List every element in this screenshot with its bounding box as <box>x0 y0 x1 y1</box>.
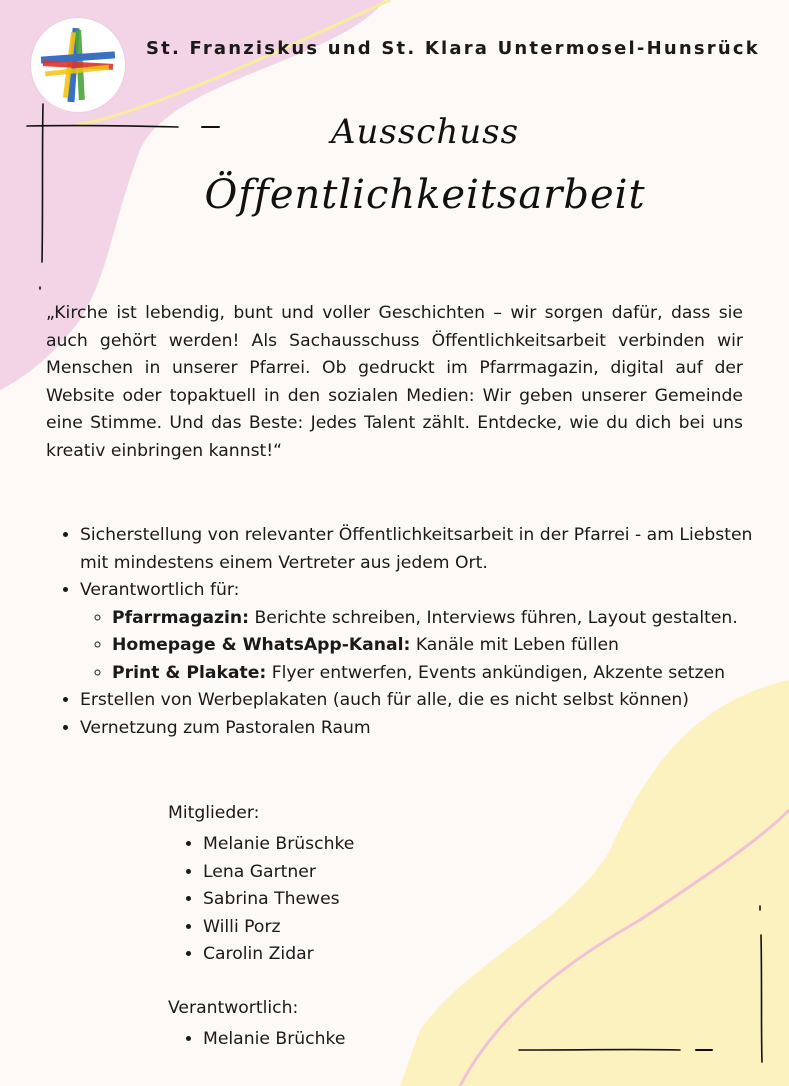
task-item: • Erstellen von Werbeplakaten (auch für alle, die es nicht selbst können) <box>80 687 780 715</box>
member-name: • Lena Gartner <box>203 859 354 887</box>
task-item-label: Verantwortlich für: <box>80 580 240 600</box>
page-title-line-1: Ausschuss <box>330 112 520 152</box>
sub-task-title: Homepage & WhatsApp-Kanal: <box>112 635 411 655</box>
sub-task-title: Print & Plakate: <box>112 662 267 683</box>
responsible-list <box>182 1026 345 1054</box>
member-name: • Willi Porz <box>203 914 354 942</box>
sub-task-item <box>112 605 780 633</box>
intro-paragraph: „Kirche ist lebendig, bunt und voller Geschichten – wir sorgen dafür, dass sie auch gehört werden! Als Sachausschuss Öffentlichkeitsarbeit verbinden wir Menschen in unserer Pfarrei. Ob gedruckt im Pfarrmagazin, digital auf der Website oder topaktuell in den sozialen Medien: Wir geben unserer Gemeinde eine Stimme. Und das Beste: Jedes Talent zählt. Entdecke, wie du dich bei uns kreativ einbringen kannst!“ <box>46 303 743 461</box>
sub-task-list <box>80 605 780 688</box>
sub-task-text: Flyer entwerfen, Events ankündigen, Akzente setzen <box>266 662 726 683</box>
parish-name: St. Franziskus und St. Klara Untermosel-Hunsrück <box>146 38 760 59</box>
members-list <box>182 831 354 969</box>
sub-task-text: Berichte schreiben, Interviews führen, Layout gestalten. <box>249 607 738 628</box>
task-item <box>80 577 780 687</box>
task-list <box>58 522 780 742</box>
responsible-heading: Verantwortlich: <box>168 998 299 1018</box>
sub-task-item <box>112 632 780 660</box>
sub-task-item <box>112 660 780 688</box>
sub-task-text: Kanäle mit Leben füllen <box>410 635 619 655</box>
member-name: • Sabrina Thewes <box>203 886 354 914</box>
task-item: • Sicherstellung von relevanter Öffentlichkeitsarbeit in der Pfarrei - am Liebsten mit mindestens einem Vertreter aus jedem Ort. <box>80 522 780 577</box>
task-item: • Vernetzung zum Pastoralen Raum <box>80 715 780 743</box>
responsible-name: • Melanie Brüchke <box>203 1026 345 1054</box>
member-name: • Carolin Zidar <box>203 941 354 969</box>
members-heading: Mitglieder: <box>168 803 260 823</box>
cross-logo-icon <box>31 18 125 112</box>
corner-line-v-bottom <box>761 935 762 1062</box>
parish-logo <box>31 18 125 112</box>
page-title-line-2: Öffentlichkeitsarbeit <box>204 172 646 218</box>
sub-task-title: Pfarrmagazin: <box>112 607 250 628</box>
member-name: • Melanie Brüschke <box>203 831 354 859</box>
corner-line-v <box>42 104 43 262</box>
